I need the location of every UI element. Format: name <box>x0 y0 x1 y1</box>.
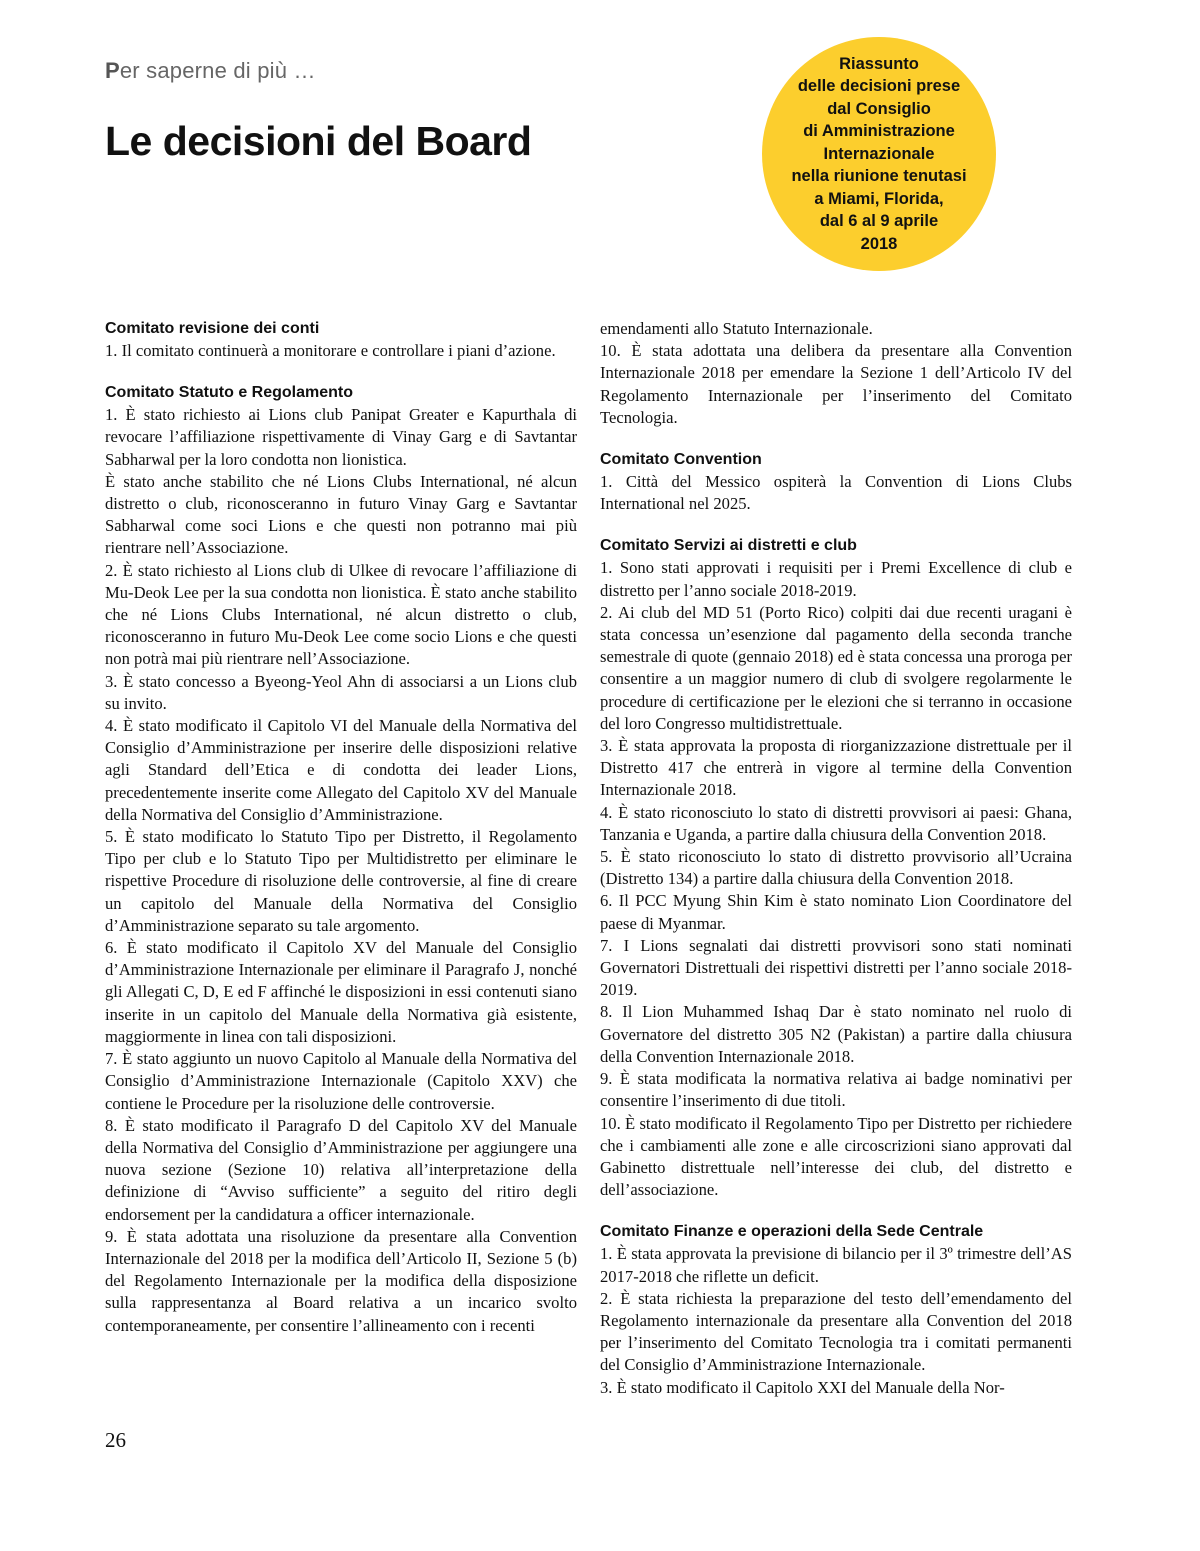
paragraph: È stato anche stabilito che né Lions Clubs International, né alcun distretto o club, riconosceranno in futuro Vinay Garg e Savtantar Sabharwal come soci Lions e che questi non potranno mai più rientrare nell’Associazione. <box>105 471 577 558</box>
section-heading: Comitato revisione dei conti <box>105 320 320 337</box>
paragraph: 1. È stato richiesto ai Lions club Panipat Greater e Kapurthala di revocare l’affiliazione rispettivamente di Vinay Garg e di Savtantar Sabharwal per la loro condotta non lionistica. <box>105 405 577 469</box>
right-column <box>600 318 1072 1399</box>
badge-line: delle decisioni prese <box>797 77 961 96</box>
badge-line: 2018 <box>860 234 898 253</box>
section-kicker <box>105 58 316 84</box>
section-heading: Comitato Servizi ai distretti e club <box>600 537 857 555</box>
paragraph: 2. È stata richiesta la preparazione del testo dell’emendamento del Regolamento internazionale da presentare alla Convention del 2018 per l’inserimento del Comitato Tecnologia tra i comitati permanenti del Consiglio d’Amministrazione Internazionale. <box>600 1288 1072 1375</box>
paragraph: 1. Sono stati approvati i requisiti per i Premi Excellence di club e distretto per l’anno sociale 2018-2019. <box>600 558 1072 600</box>
paragraph: 8. Il Lion Muhammed Ishaq Dar è stato nominato nel ruolo di Governatore del distretto 305 N2 (Pakistan) a partire dalla chiusura della Convention Internazionale 2018. <box>600 1002 1072 1066</box>
paragraph: 4. È stato riconosciuto lo stato di distretti provvisori ai paesi: Ghana, Tanzania e Uganda, a partire dalla chiusura della Convention 2018. <box>600 802 1072 844</box>
paragraph: 9. È stata modificata la normativa relativa ai badge nominativi per consentire l’inserimento di due titoli. <box>600 1069 1072 1111</box>
paragraph: 7. I Lions segnalati dai distretti provvisori sono stati nominati Governatori Distrettuali dei rispettivi distretti per l’anno sociale 2018-2019. <box>600 935 1072 1000</box>
kicker-initial: P <box>105 58 120 83</box>
section-heading: Comitato Convention <box>600 451 762 469</box>
paragraph: 10. È stato modificato il Regolamento Tipo per Distretto per richiedere che i cambiamenti alle zone e alle circoscrizioni siano approvati dal Gabinetto distrettuale nell’interesse dei club, del distretto e dell’associazione. <box>600 1113 1072 1200</box>
badge-line: nella riunione tenutasi <box>791 167 967 186</box>
paragraph: 5. È stato riconosciuto lo stato di distretto provvisorio all’Ucraina (Distretto 134) a partire dalla chiusura della Convention 2018. <box>600 847 1072 889</box>
paragraph: 2. È stato richiesto al Lions club di Ulkee di revocare l’affiliazione di Mu-Deok Lee per la sua condotta non lionistica. È stato anche stabilito che né Lions Clubs International, né alcun distretto o club, riconosceranno in futuro Mu-Deok Lee come socio Lions e che questi non potrà mai più rientrare nell’Associazione. <box>105 560 577 669</box>
section-heading: Comitato Statuto e Regolamento <box>105 384 354 402</box>
paragraph: 3. È stato concesso a Byeong-Yeol Ahn di associarsi a un Lions club su invito. <box>105 671 577 713</box>
badge-line: dal 6 al 9 aprile <box>819 212 939 231</box>
paragraph: 2. Ai club del MD 51 (Porto Rico) colpiti dai due recenti uragani è stata concessa un’esenzione dal pagamento della seconda tranche semestrale di quote (gennaio 2018) ed è stata concessa una proroga per consentire a un maggior numero di club di svolgere regolarmente le procedure di certificazione per le elezioni che si terranno in occasione del loro Congresso multidistrettuale. <box>600 602 1072 733</box>
page-title: Le decisioni del Board <box>105 118 532 164</box>
paragraph: 1. Città del Messico ospiterà la Convention di Lions Clubs International nel 2025. <box>600 472 1072 514</box>
kicker-text: er saperne di più … <box>119 58 316 83</box>
paragraph: 8. È stato modificato il Paragrafo D del Capitolo XV del Manuale della Normativa del Consiglio d’Amministrazione per aggiungere una nuova sezione (Sezione 10) relativa all’interpretazione della definizione di “Avviso sufficiente” a seguito del ritiro degli endorsement per la candidatura a officer internazionale. <box>105 1115 577 1224</box>
section-heading: Comitato Finanze e operazioni della Sede Centrale <box>600 1223 984 1241</box>
paragraph: 1. Il comitato continuerà a monitorare e controllare i piani d’azione. <box>105 341 556 360</box>
paragraph: 5. È stato modificato lo Statuto Tipo per Distretto, il Regolamento Tipo per club e lo Statuto Tipo per Multidistretto per eliminare le rispettive Procedure di risoluzione delle controversie, al fine di creare un capitolo del Manuale della Normativa del Consiglio d’Amministrazione separato su tale argomento. <box>105 827 577 935</box>
paragraph: 3. È stato modificato il Capitolo XXI del Manuale della Nor- <box>600 1377 1005 1397</box>
paragraph: emendamenti allo Statuto Internazionale. <box>600 319 873 338</box>
paragraph: 6. È stato modificato il Capitolo XV del Manuale del Consiglio d’Amministrazione Internazionale per eliminare il Paragrafo J, nonché gli Allegati C, D, E ed F affinché le disposizioni in essi contenuti siano inserite in un capitolo del Manuale della Normativa già esistente, maggiormente in linea con tali disposizioni. <box>105 938 577 1046</box>
paragraph: 4. È stato modificato il Capitolo VI del Manuale della Normativa del Consiglio d’Amministrazione per inserire delle disposizioni relative agli Standard dell’Etica e di condotta dei leader Lions, precedentemente inserite come Allegato del Capitolo XV del Manuale della Normativa del Consiglio d’Amministrazione. <box>105 716 577 824</box>
badge-line: Internazionale <box>823 144 935 163</box>
paragraph: 10. È stata adottata una delibera da presentare alla Convention Internazionale 2018 per emendare la Sezione 1 dell’Articolo IV del Regolamento Internazionale per l’inserimento del Comitato Tecnologia. <box>600 341 1072 427</box>
paragraph: 1. È stata approvata la previsione di bilancio per il 3º trimestre dell’AS 2017-2018 che riflette un deficit. <box>600 1244 1072 1286</box>
badge-line: di Amministrazione <box>803 122 955 141</box>
summary-badge <box>762 37 996 271</box>
left-column <box>105 318 577 1337</box>
paragraph: 3. È stata approvata la proposta di riorganizzazione distrettuale per il Distretto 417 che entrerà in vigore al termine della Convention Internazionale 2018. <box>600 736 1072 800</box>
badge-line: dal Consiglio <box>827 99 931 118</box>
paragraph: 9. È stata adottata una risoluzione da presentare alla Convention Internazionale del 2018 per la modifica dell’Articolo II, Sezione 5 (b) del Regolamento Internazionale per la modifica della disposizione sulla rappresentanza al Board relativa a un incarico svolto contemporaneamente, per consentire l’allineamento con i recenti <box>105 1226 577 1335</box>
page-number: 26 <box>105 1428 126 1452</box>
badge-line: Riassunto <box>839 54 919 73</box>
paragraph: 7. È stato aggiunto un nuovo Capitolo al Manuale della Normativa del Consiglio d’Amministrazione Internazionale (Capitolo XXV) che contiene le Procedure per la risoluzione delle controversie. <box>105 1049 577 1113</box>
paragraph: 6. Il PCC Myung Shin Kim è stato nominato Lion Coordinatore del paese di Myanmar. <box>600 891 1072 933</box>
badge-line: a Miami, Florida, <box>814 189 944 208</box>
